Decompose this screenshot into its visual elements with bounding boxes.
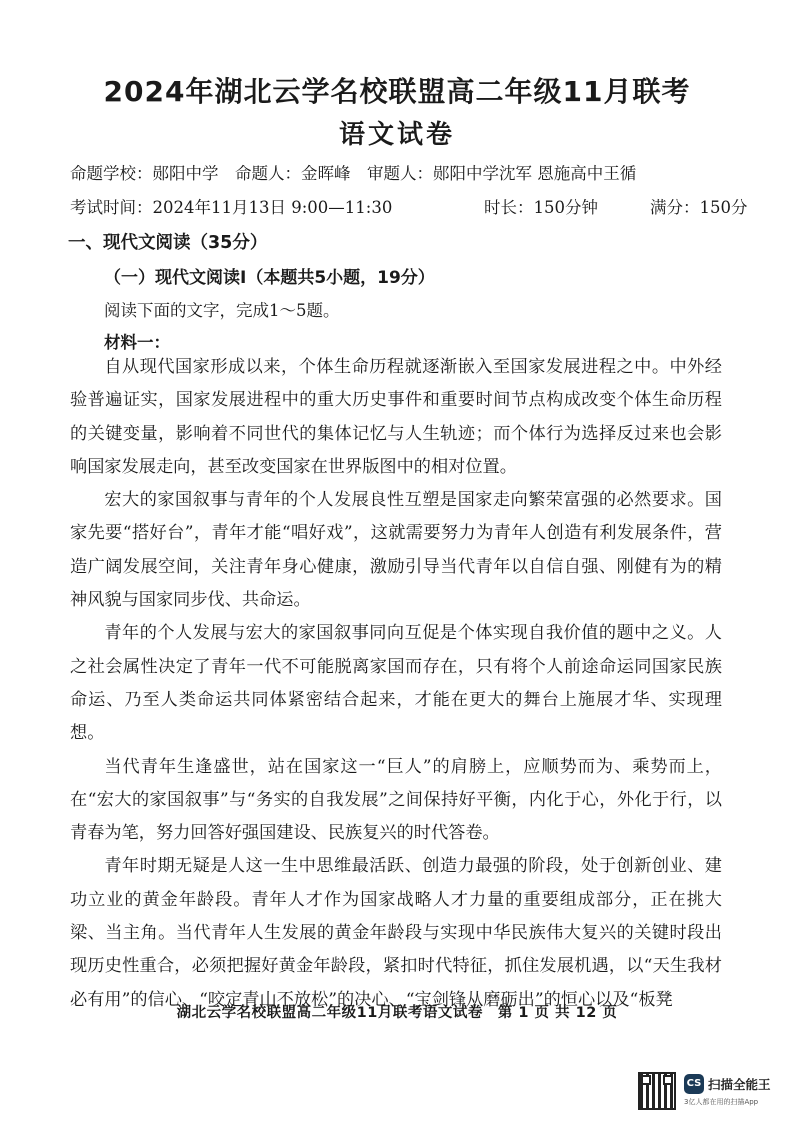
exam-duration: 时长：150分钟 xyxy=(484,198,598,217)
passage-paragraph: 青年的个人发展与宏大的家国叙事同向互促是个体实现自我价值的题中之义。人之社会属性决定了青年一代不可能脱离家国而存在，只有将个人前途命运同国家民族命运、乃至人类命运共同体紧密结合起来，才能在更大的舞台上施展才华、实现理想。 xyxy=(70,623,722,744)
passage-paragraph: 青年时期无疑是人这一生中思维最活跃、创造力最强的阶段，处于创新创业、建功立业的黄金年龄段。青年人才作为国家战略人才力量的重要组成部分，正在挑大梁、当主角。当代青年人生发展的黄金年龄段与实现中华民族伟大复兴的关键时段出现历史性重合，必须把握好黄金年龄段，紧扣时代特征，抓住发展机遇，以“天生我材必有用”的信心、“咬定青山不放松”的决心、“宝剑锋从磨砺出”的恒心以及“板凳 xyxy=(70,856,722,1010)
passage-body xyxy=(70,351,722,1017)
camscanner-logo-icon: CS xyxy=(684,1074,704,1094)
scanner-tagline: 3亿人都在用的扫描App xyxy=(684,1098,759,1106)
reading-instruction: 阅读下面的文字，完成1～5题。 xyxy=(104,301,340,320)
passage-paragraph: 宏大的家国叙事与青年的个人发展良性互塑是国家走向繁荣富强的必然要求。国家先要“搭好台”，青年才能“唱好戏”，这就需要努力为青年人创造有利发展条件，营造广阔发展空间，关注青年身心健康，激励引导当代青年以自信自强、刚健有为的精神风貌与国家同步伐、共命运。 xyxy=(70,490,722,611)
subsection-heading: （一）现代文阅读Ⅰ（本题共5小题，19分） xyxy=(104,268,435,288)
exam-time-row xyxy=(70,194,748,218)
passage-paragraph: 自从现代国家形成以来，个体生命历程就逐渐嵌入至国家发展进程之中。中外经验普遍证实，国家发展进程中的重大历史事件和重要时间节点构成改变个体生命历程的关键变量，影响着不同世代的集体记忆与人生轨迹；而个体行为选择反过来也会影响国家发展走向，甚至改变国家在世界版图中的相对位置。 xyxy=(70,357,722,477)
scanner-app-name: 扫描全能王 xyxy=(708,1077,771,1092)
passage-paragraph: 当代青年生逢盛世，站在国家这一“巨人”的肩膀上，应顺势而为、乘势而上，在“宏大的家国叙事”与“务实的自我发展”之间保持好平衡，内化于心，外化于行，以青春为笔，努力回答好强国建设、民族复兴的时代答卷。 xyxy=(70,756,722,844)
exam-authors: 命题学校：郧阳中学 命题人：金晖峰 审题人：郧阳中学沈军 恩施高中王循 xyxy=(70,164,637,183)
exam-time: 考试时间：2024年11月13日 9:00—11:30 xyxy=(70,198,393,217)
material-label: 材料一： xyxy=(104,333,170,352)
qr-code-icon xyxy=(638,1072,676,1110)
page-footer: 湖北云学名校联盟高二年级11月联考语文试卷 第 1 页 共 12 页 xyxy=(176,1005,618,1021)
exam-full-score: 满分：150分 xyxy=(650,198,748,217)
exam-subtitle: 语文试卷 xyxy=(338,120,455,150)
section-heading: 一、现代文阅读（35分） xyxy=(68,233,268,253)
exam-title: 2024年湖北云学名校联盟高二年级11月联考 xyxy=(103,75,691,108)
